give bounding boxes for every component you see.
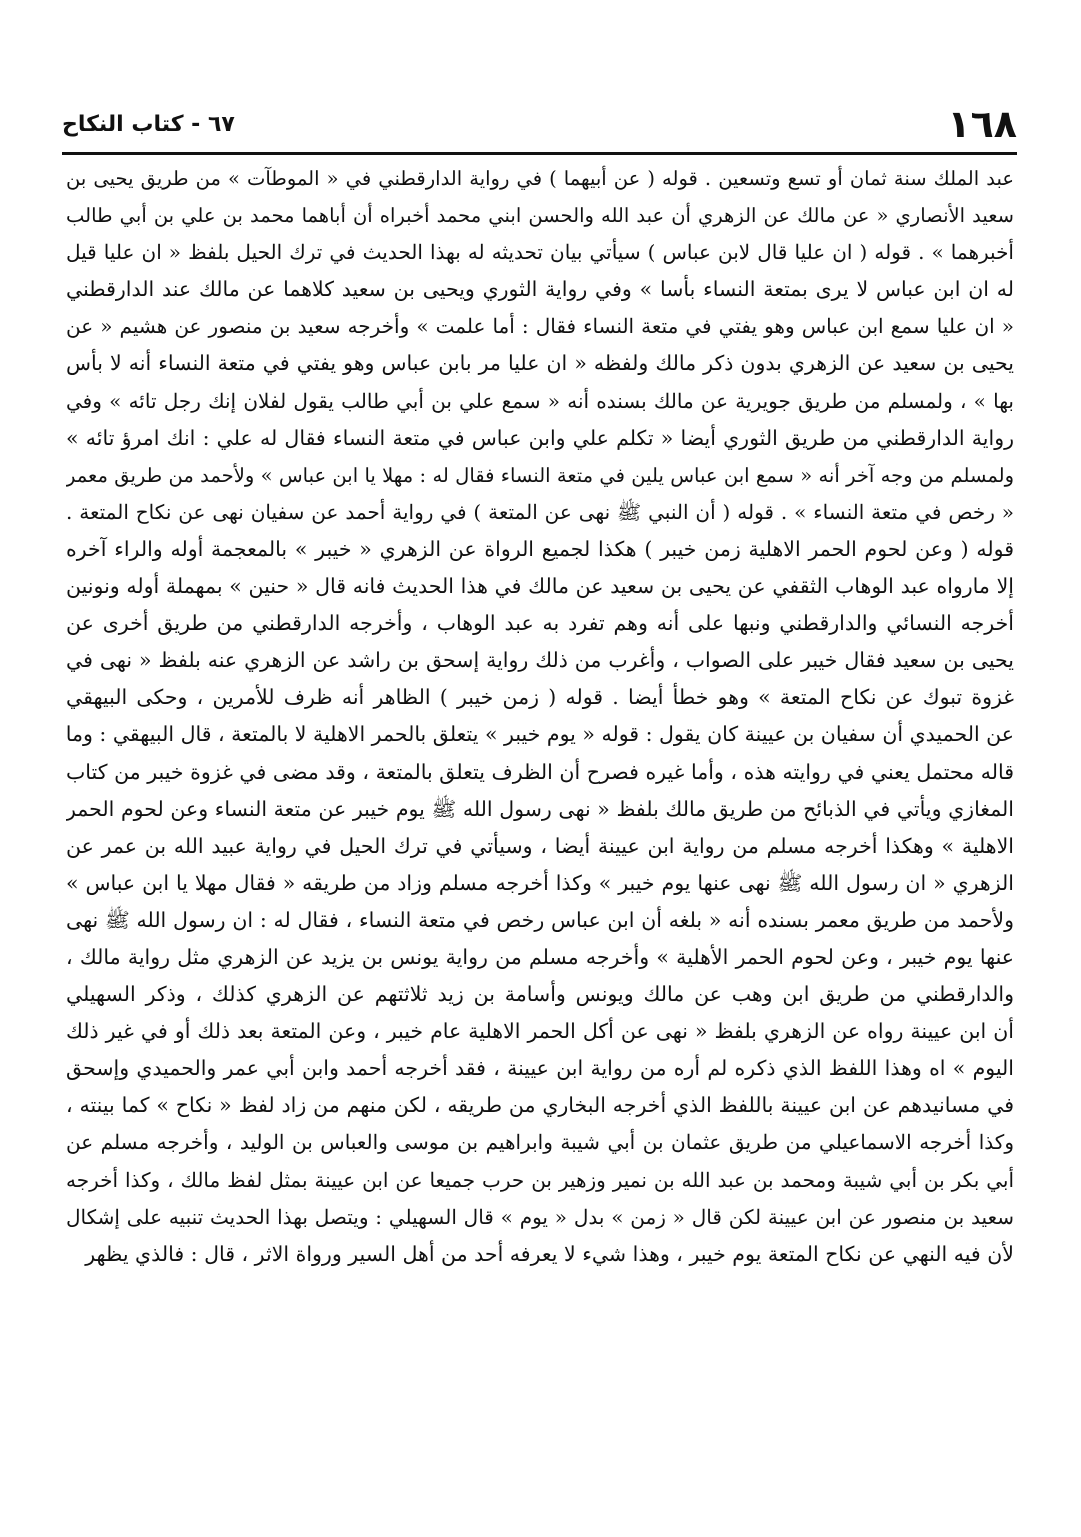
text-line: عن الحميدي أن سفيان بن عيينة كان يقول : قوله « يوم خيبر » يتعلق بالحمر الاهلية لا بالمتعة ، قال البيهقي : وما — [66, 722, 1014, 747]
text-line: الاهلية » وهكذا أخرجه مسلم من رواية ابن عيينة أيضا ، وسيأتي في ترك الحيل في رواية عبيد الله بن عمر عن — [66, 833, 1014, 858]
text-line: سعيد بن منصور عن ابن عيينة لكن قال « زمن » بدل « يوم » قال السهيلي : ويتصل بهذا الحديث تنبيه على إشكال — [66, 1204, 1014, 1229]
text-line: ولمسلم من وجه آخر أنه « سمع ابن عباس يلين في متعة النساء فقال له : مهلا يا ابن عباس » ولأحمد من طريق معمر — [66, 463, 1014, 487]
page-header — [62, 100, 1017, 152]
text-line: والدارقطني من طريق ابن وهب عن مالك ويونس وأسامة بن زيد ثلاثتهم عن الزهري كذلك ، وذكر السهيلي — [66, 982, 1014, 1007]
header-rule — [62, 152, 1017, 155]
text-line: اليوم » اه وهذا اللفظ الذي ذكره لم أره من رواية ابن عيينة ، فقد أخرجه أحمد وابن أبي عمر والحميدي وإسحق — [66, 1056, 1014, 1081]
text-line: « ان عليا سمع ابن عباس وهو يفتي في متعة النساء فقال : أما علمت » وأخرجه سعيد بن منصور عن هشيم « عن — [66, 314, 1014, 339]
text-line: عبد الملك سنة ثمان أو تسع وتسعين . قوله ( عن أبيهما ) في رواية الدارقطني في « الموطآت » من طريق يحيى بن — [66, 167, 1014, 190]
text-line: يحيى بن سعيد فقال خيبر على الصواب ، وأغرب من ذلك رواية إسحق بن راشد عن الزهري عنه بلفظ « نهى في — [66, 648, 1014, 673]
text-line: له ان ابن عباس لا يرى بمتعة النساء بأسا » وفي رواية الثوري ويحيى بن سعيد كلاهما عن مالك عند الدارقطني — [66, 277, 1014, 302]
text-line: أخرجه النسائي والدارقطني ونبها على أنه وهم تفرد به عبد الوهاب ، وأخرجه الدارقطني من طريق أخرى عن — [66, 611, 1014, 636]
page-number: ١٦٨ — [947, 102, 1017, 146]
text-line: الزهري « ان رسول الله ﷺ نهى عنها يوم خيبر » وكذا أخرجه مسلم وزاد من طريقه « فقال مهلا يا ابن عباس » — [66, 870, 1014, 895]
text-line: قوله ( وعن لحوم الحمر الاهلية زمن خيبر ) هكذا لجميع الرواة عن الزهري « خيبر » بالمعجمة أوله والراء آخره — [66, 536, 1014, 561]
text-line: غزوة تبوك عن نكاح المتعة » وهو خطأ أيضا . قوله ( زمن خيبر ) الظاهر أنه ظرف للأمرين ، وحكى البيهقي — [66, 685, 1014, 710]
text-line: قاله محتمل يعني في روايته هذه ، وأما غيره فصرح أن الظرف يتعلق بالمتعة ، وقد مضى في غزوة خيبر من كتاب — [66, 759, 1014, 784]
text-line: المغازي ويأتي في الذبائح من طريق مالك بلفظ « نهى رسول الله ﷺ يوم خيبر عن متعة النساء وعن لحوم الحمر — [66, 796, 1014, 821]
text-line: أخبرهما » . قوله ( ان عليا قال لابن عباس ) سيأتي بيان تحديثه له بهذا الحديث في ترك الحيل بلفظ « ان عليا قيل — [66, 240, 1014, 265]
text-line: عنها يوم خيبر ، وعن لحوم الحمر الأهلية » وأخرجه مسلم من رواية يونس بن يزيد عن الزهري مثل رواية مالك ، — [66, 944, 1014, 969]
text-line: « رخص في متعة النساء » . قوله ( أن النبي ﷺ نهى عن المتعة ) في رواية أحمد عن سفيان نهى عن نكاح المتعة . — [66, 499, 1014, 524]
text-line: ولأحمد من طريق معمر بسنده أنه « بلغه أن ابن عباس رخص في متعة النساء ، فقال له : ان رسول الله ﷺ نهى — [66, 907, 1014, 932]
text-line: في مسانيدهم عن ابن عيينة باللفظ الذي أخرجه البخاري من طريقه ، لكن منهم من زاد لفظ « نكاح » كما بينته ، — [66, 1093, 1014, 1118]
text-line: أبي بكر بن أبي شيبة ومحمد بن عبد الله بن نمير وزهير بن حرب جميعا عن ابن عيينة بمثل لفظ مالك ، وكذا أخرجه — [66, 1167, 1014, 1192]
text-line: وكذا أخرجه الاسماعيلي من طريق عثمان بن أبي شيبة وابراهيم بن موسى والعباس بن الوليد ، وأخرجه مسلم عن — [66, 1130, 1014, 1155]
text-line: سعيد الأنصاري « عن مالك عن الزهري أن عبد الله والحسن ابني محمد أخبراه أن أباهما محمد بن علي بن أبي طالب — [66, 204, 1014, 228]
text-line: بها » ، ولمسلم من طريق جويرية عن مالك بسنده أنه « سمع علي بن أبي طالب يقول لفلان إنك رجل تائه » وفي — [66, 388, 1014, 413]
text-line: لأن فيه النهي عن نكاح المتعة يوم خيبر ، وهذا شيء لا يعرفه أحد من أهل السير ورواة الاثر ، قال : فالذي يظهر — [85, 1241, 1014, 1266]
text-line: يحيى بن سعيد عن الزهري بدون ذكر مالك ولفظه « ان عليا مر بابن عباس وهو يفتي في متعة النساء أنه لا بأس — [66, 351, 1014, 376]
text-line: رواية الدارقطني من طريق الثوري أيضا « تكلم علي وابن عباس في متعة النساء فقال له علي : انك امرؤ تائه » — [66, 425, 1014, 450]
body-text — [66, 160, 1014, 1460]
chapter-title: ٦٧ - كتاب النكاح — [62, 112, 235, 137]
text-line: أن ابن عيينة رواه عن الزهري بلفظ « نهى عن أكل الحمر الاهلية عام خيبر ، وعن المتعة بعد ذلك أو في غير ذلك — [66, 1019, 1014, 1044]
text-line: إلا مارواه عبد الوهاب الثقفي عن يحيى بن سعيد عن مالك في هذا الحديث فانه قال « حنين » بمهملة أوله ونونين — [66, 574, 1014, 599]
